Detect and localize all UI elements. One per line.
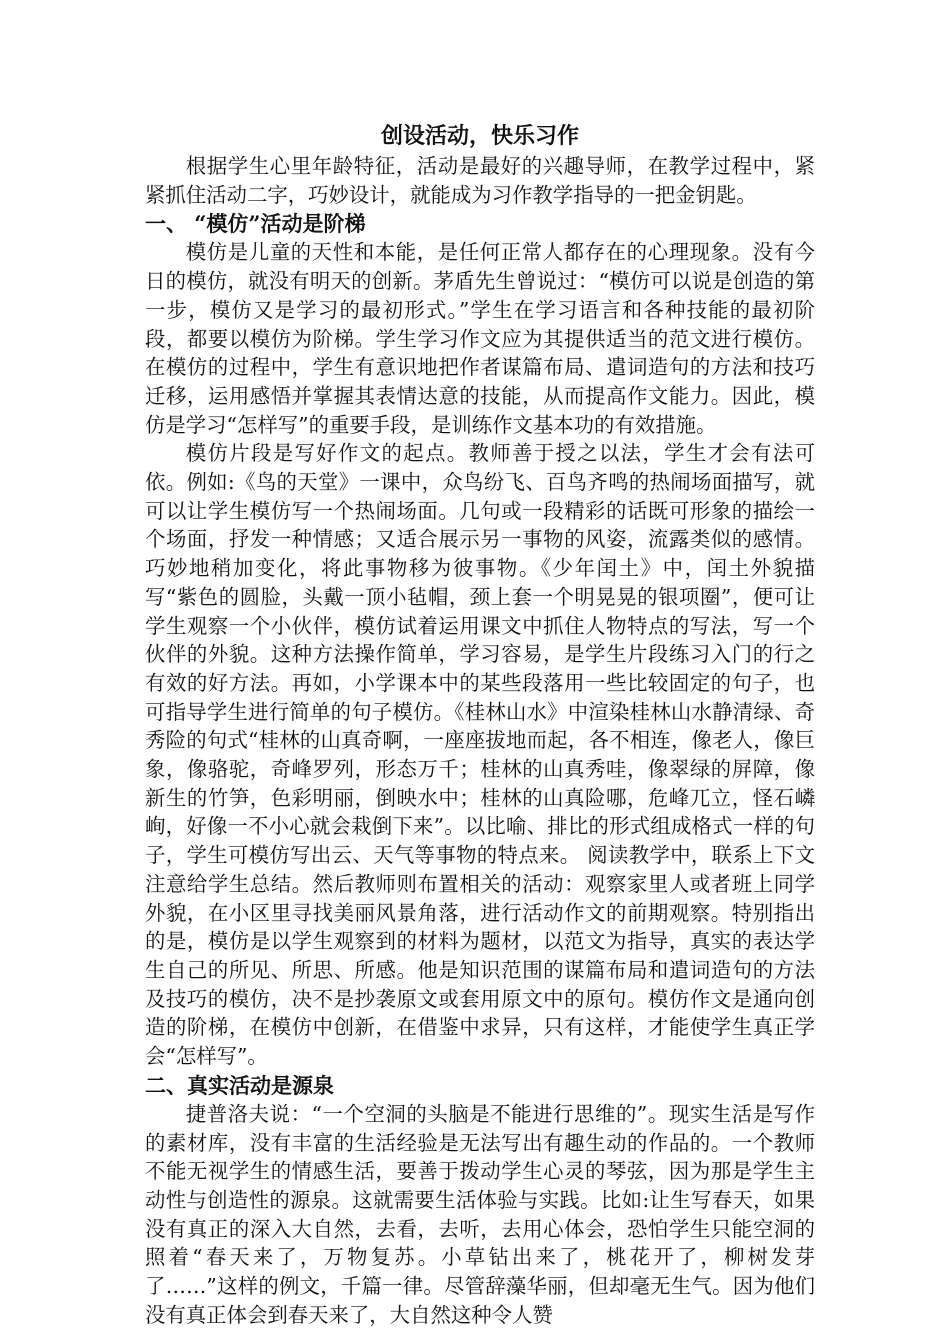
section-1-heading: 一、 “模仿”活动是阶梯 — [145, 211, 366, 237]
section-1-paragraph-2: 模仿片段是写好作文的起点。教师善于授之以法，学生才会有法可依。例如:《鸟的天堂》一课中，众鸟纷飞、百鸟齐鸣的热闹场面描写，就可以让学生模仿写一个热闹场面。几句或一段精彩的话既可形象的描绘一个场面，抒发一种情感；又适合展示另一事物的风姿，流露类似的感情。巧妙地稍加变化，将此事物移为彼事物。《少年闰土》中，闰土外貌描写“紫色的圆脸，头戴一顶小毡帽，颈上套一个明晃晃的银项圈”，便可让学生观察一个小伙伴，模仿试着运用课文中抓住人物特点的写法，写一个伙伴的外貌。这种方法操作简单，学习容易，是学生片段练习入门的行之有效的好方法。再如，小学课本中的某些段落用一些比较固定的句子，也可指导学生进行简单的句子模仿。《桂林山水》中渲染桂林山水静清绿、奇秀险的句式“桂林的山真奇啊，一座座拔地而起，各不相连，像老人，像巨象，像骆驼，奇峰罗列，形态万千；桂林的山真秀哇，像翠绿的屏障，像新生的竹笋，色彩明丽，倒映水中；桂林的山真险哪，危峰兀立，怪石嶙峋，好像一不小心就会栽倒下来”。以比喻、排比的形式组成格式一样的句子，学生可模仿写出云、天气等事物的特点来。 阅读教学中，联系上下文注意给学生总结。然后教师则布置相关的活动：观察家里人或者班上同学外貌，在小区里寻找美丽风景角落，进行活动作文的前期观察。特别指出的是，模仿是以学生观察到的材料为题材，以范文为指导，真实的表达学生自己的所见、所思、所感。他是知识范围的谋篇布局和遣词造句的方法及技巧的模仿，决不是抄袭原文或套用原文中的原句。模仿作文是通向创造的阶梯，在模仿中创新，在借鉴中求异，只有这样，才能使学生真正学会“怎样写”。 — [145, 441, 815, 1069]
section-2-paragraph-1: 捷普洛夫说：“一个空洞的头脑是不能进行思维的”。现实生活是写作的素材库，没有丰富的生活经验是无法写出有趣生动的作品的。一个教师不能无视学生的情感生活，要善于拨动学生心灵的琴弦，因为那是学生主动性与创造性的源泉。这就需要生活体验与实践。比如:让生写春天，如果没有真正的深入大自然，去看，去听，去用心体会，恐怕学生只能空洞的照着“春天来了，万物复苏。小草钻出来了，桃花开了，柳树发芽了……”这样的例文，千篇一律。尽管辞藻华丽，但却毫无生气。因为他们没有真正体会到春天来了，大自然这种令人赞 — [145, 1101, 815, 1327]
intro-paragraph: 根据学生心里年龄特征，活动是最好的兴趣导师，在教学过程中，紧紧抓住活动二字，巧妙设计，就能成为习作教学指导的一把金钥匙。 — [145, 154, 815, 207]
document-page — [145, 120, 815, 1329]
section-2-heading: 二、真实活动是源泉 — [145, 1072, 334, 1098]
section-1-paragraph-1: 模仿是儿童的天性和本能，是任何正常人都存在的心理现象。没有今日的模仿，就没有明天的创新。茅盾先生曾说过：“模仿可以说是创造的第一步，模仿又是学习的最初形式。”学生在学习语言和各种技能的最初阶段，都要以模仿为阶梯。学生学习作文应为其提供适当的范文进行模仿。在模仿的过程中，学生有意识地把作者谋篇布局、遣词造句的方法和技巧迁移，运用感悟并掌握其表情达意的技能，从而提高作文能力。因此，模仿是学习“怎样写”的重要手段，是训练作文基本功的有效措施。 — [145, 240, 815, 437]
document-title: 创设活动，快乐习作 — [380, 123, 579, 149]
